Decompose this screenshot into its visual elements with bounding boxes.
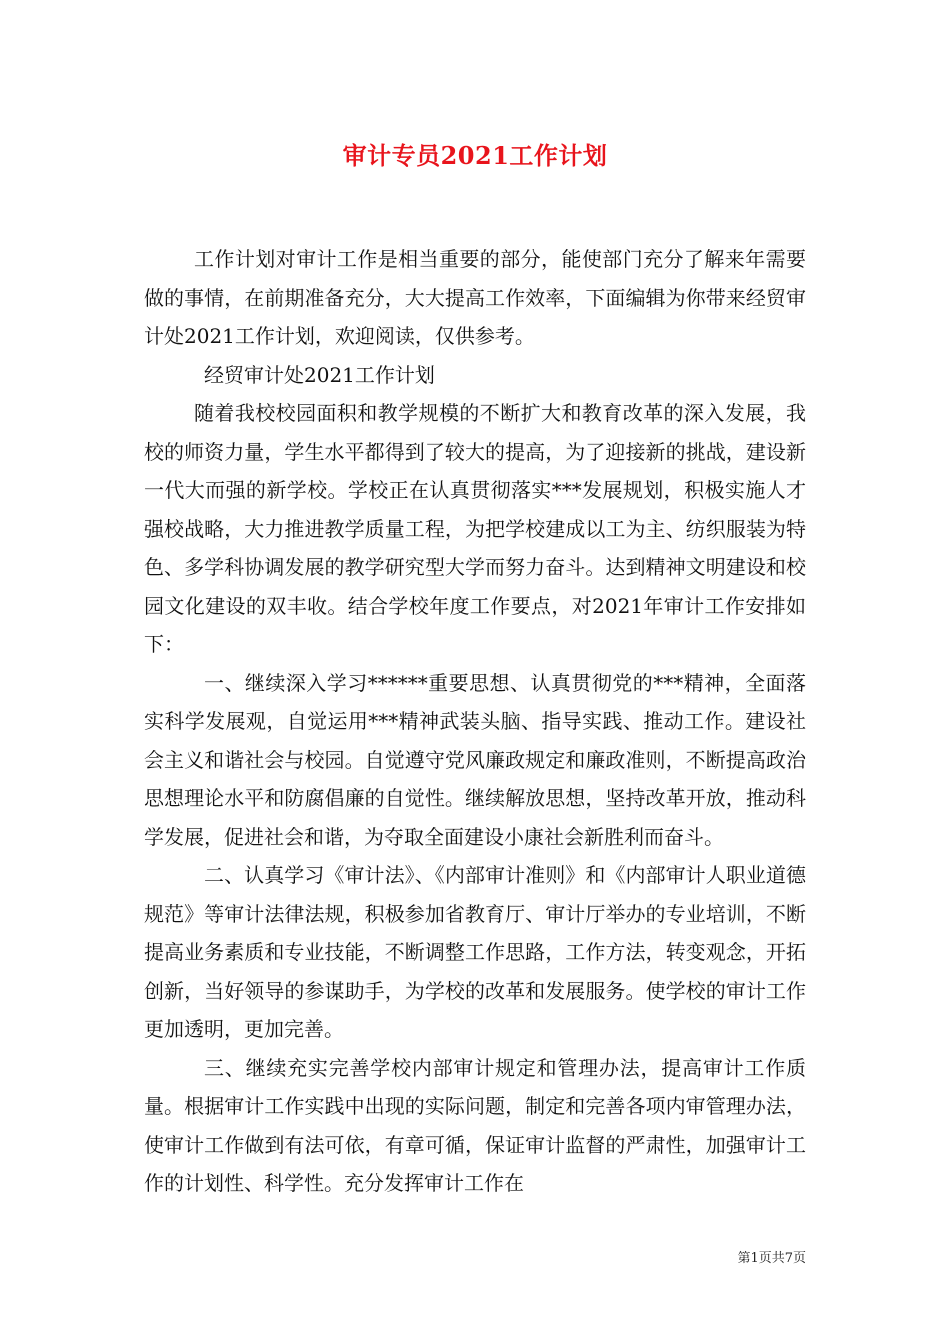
plan-item-3: 三、继续充实完善学校内部审计规定和管理办法，提高审计工作质量。根据审计工作实践中出现的实际问题，制定和完善各项内审管理办法，使审计工作做到有法可依，有章可循，保证审计监督的严肃性，加强审计工作的计划性、科学性。充分发挥审计工作在 <box>144 1055 806 1195</box>
document-body <box>144 240 806 1203</box>
intro-paragraph: 工作计划对审计工作是相当重要的部分，能使部门充分了解来年需要做的事情，在前期准备充分，大大提高工作效率，下面编辑为你带来经贸审计处2021工作计划，欢迎阅读，仅供参考。 <box>144 247 806 348</box>
plan-item-2: 二、认真学习《审计法》、《内部审计准则》和《内部审计人职业道德规范》等审计法律法规，积极参加省教育厅、审计厅举办的专业培训，不断提高业务素质和专业技能，不断调整工作思路，工作方法，转变观念，开拓创新，当好领导的参谋助手，为学校的改革和发展服务。使学校的审计工作更加透明，更加完善。 <box>144 863 806 1041</box>
plan-item-1: 一、继续深入学习******重要思想、认真贯彻党的***精神，全面落实科学发展观，自觉运用***精神武装头脑、指导实践、推动工作。建设社会主义和谐社会与校园。自觉遵守党风廉政规定和廉政准则，不断提高政治思想理论水平和防腐倡廉的自觉性。继续解放思想，坚持改革开放，推动科学发展，促进社会和谐，为夺取全面建设小康社会新胜利而奋斗。 <box>144 670 806 849</box>
page-number-footer: 第1页共7页 <box>737 1251 806 1266</box>
section-subheading: 经贸审计处2021工作计划 <box>204 362 435 387</box>
document-title: 审计专员2021工作计划 <box>342 141 608 170</box>
background-paragraph: 随着我校校园面积和教学规模的不断扩大和教育改革的深入发展，我校的师资力量，学生水平都得到了较大的提高，为了迎接新的挑战，建设新一代大而强的新学校。学校正在认真贯彻落实***发展规划，积极实施人才强校战略，大力推进教学质量工程，为把学校建成以工为主、纺织服装为特色、多学科协调发展的教学研究型大学而努力奋斗。达到精神文明建设和校园文化建设的双丰收。结合学校年度工作要点，对2021年审计工作安排如下： <box>144 401 806 656</box>
